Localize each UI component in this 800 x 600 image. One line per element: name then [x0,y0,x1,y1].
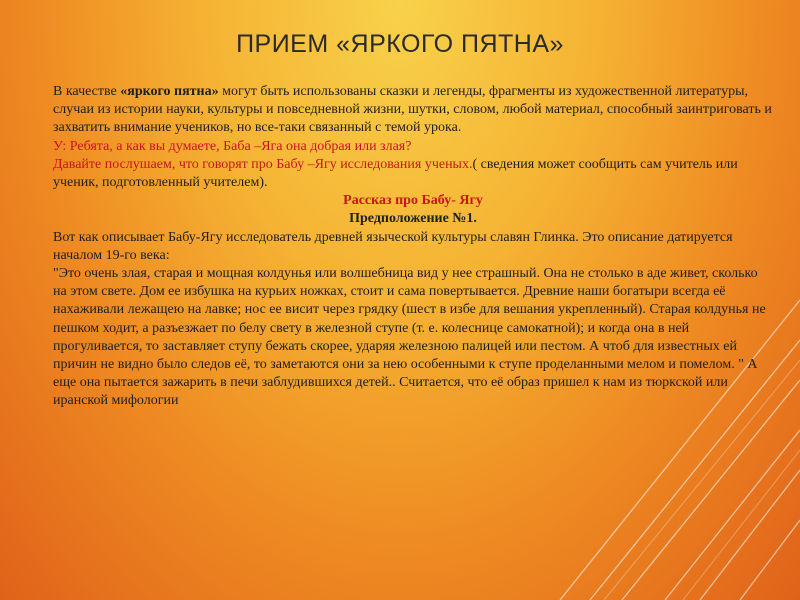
quote-paragraph: "Это очень злая, старая и мощная колдунья или волшебница вид у нее страшный. Она не столько в аде живет, сколько на этом свете. Дом ее избушка на курьих ножках, стоит и сама повертывается. Древние наши богатыри всегда её нахаживали лежащею на лавке; нос ее висит через грядку (шест в избе для вешания укрепленный). Старая колдунья не пешком ходит, а разъезжает по белу свету в железной ступе (т. е. колеснице самокатной); и когда она в ней прогуливается, то заставляет ступу бежать скорее, ударяя железною палицей или пестом. А чтоб для известных ей причин не видно было следов её, то заметаются они за нею особенными к ступе проделанными мелом и помелом. " А еще она пытается зажарить в печи заблудившихся детей.. Считается, что её образ пришел к нам из тюркской или иранской мифологии [53,266,766,409]
teacher-question: У: Ребята, а как вы думаете, Баба –Яга она добрая или злая? [53,138,412,154]
story-title: Рассказ про Бабу- Ягу [343,193,483,209]
listen-paragraph [53,156,773,192]
slide-body [53,83,773,411]
intro-paragraph [53,83,773,138]
listen-red-text: Давайте послушаем, что говорят про Бабу –Ягу исследования ученых. [53,156,473,172]
intro-bold-term: «яркого пятна» [120,84,219,99]
description-paragraph: Вот как описывает Бабу-Ягу исследователь древней языческой культуры славян Глинка. Это описание датируется началом 19-го века: [53,229,733,263]
hypothesis-title: Предположение №1. [349,211,477,227]
listen-note: ( сведения может сообщить сам учитель или ученик, подготовленный учителем). [53,156,738,191]
slide-title: ПРИЕМ «ЯРКОГО ПЯТНА» [236,30,564,58]
intro-prefix: В качестве [53,84,121,99]
intro-rest: могут быть использованы сказки и легенды, фрагменты из художественной литературы, случаи из истории науки, культуры и повседневной жизни, шутки, словом, любой материал, способный заинтриговать и захватить внимание учеников, но все-таки связанный с темой урока. [53,84,772,136]
